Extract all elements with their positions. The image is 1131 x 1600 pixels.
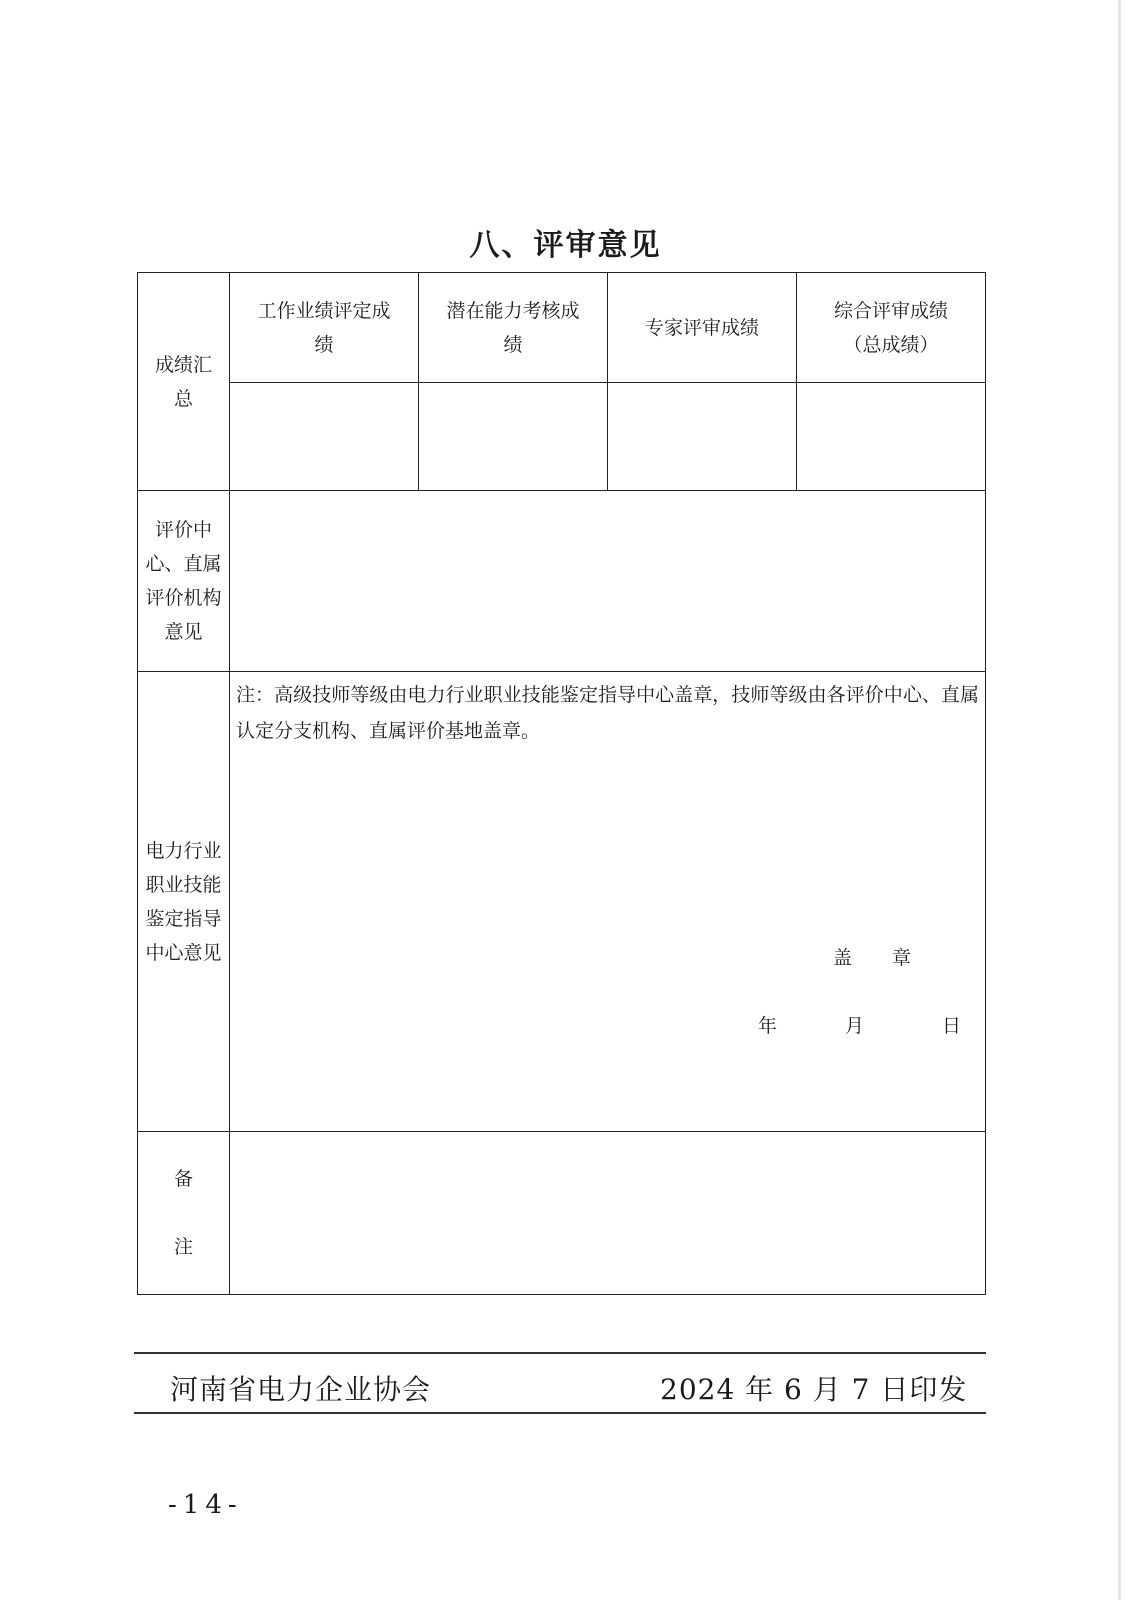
evaluation-center-label-cell [138,491,230,672]
header-potential-ability [419,273,608,383]
remarks-label-cell [138,1132,230,1295]
seal-char-2: 章 [892,947,914,969]
header-work-performance [230,273,419,383]
footer-issue-date: 2024 年 6 月 7 日印发 [660,1373,968,1406]
header-work-performance-text: 工作业绩评定成绩 [257,299,391,356]
footer-issuer: 河南省电力企业协会 [170,1373,432,1406]
seal-label [833,943,913,970]
score-work-performance-cell[interactable] [230,383,419,491]
header-expert-review-text: 专家评审成绩 [644,316,759,339]
date-year: 年 [758,1015,778,1037]
header-overall-score-text: 综合评审成绩（总成绩） [833,299,948,356]
header-overall-score [797,273,986,383]
footer-bottom-rule [134,1412,986,1414]
guidance-center-opinion-cell[interactable] [230,672,986,1132]
page-number: -14- [168,1490,243,1520]
date-day: 日 [942,1015,962,1037]
score-summary-label-cell [138,273,230,491]
remarks-cell[interactable] [230,1132,986,1295]
header-expert-review [608,273,797,383]
review-table [137,272,986,1295]
seal-note: 注：高级技师等级由电力行业职业技能鉴定指导中心盖章，技师等级由各评价中心、直属认定分支机构、直属评价基地盖章。 [236,684,979,742]
score-expert-review-cell[interactable] [608,383,797,491]
score-potential-ability-cell[interactable] [419,383,608,491]
date-month: 月 [845,1015,865,1037]
section-title: 八、评审意见 [469,228,662,263]
seal-char-1: 盖 [833,947,855,969]
guidance-center-label: 电力行业职业技能鉴定指导中心意见 [145,839,222,964]
guidance-center-label-cell [138,672,230,1132]
header-potential-ability-text: 潜在能力考核成绩 [446,299,580,356]
footer-top-rule [134,1352,986,1354]
evaluation-center-opinion-cell[interactable] [230,491,986,672]
remarks-label-2: 注 [173,1236,193,1258]
score-summary-label: 成绩汇总 [154,353,212,410]
evaluation-center-label: 评价中心、直属评价机构意见 [145,519,222,643]
remarks-label-1: 备 [173,1168,193,1190]
score-overall-cell[interactable] [797,383,986,491]
signature-date [758,1011,961,1038]
